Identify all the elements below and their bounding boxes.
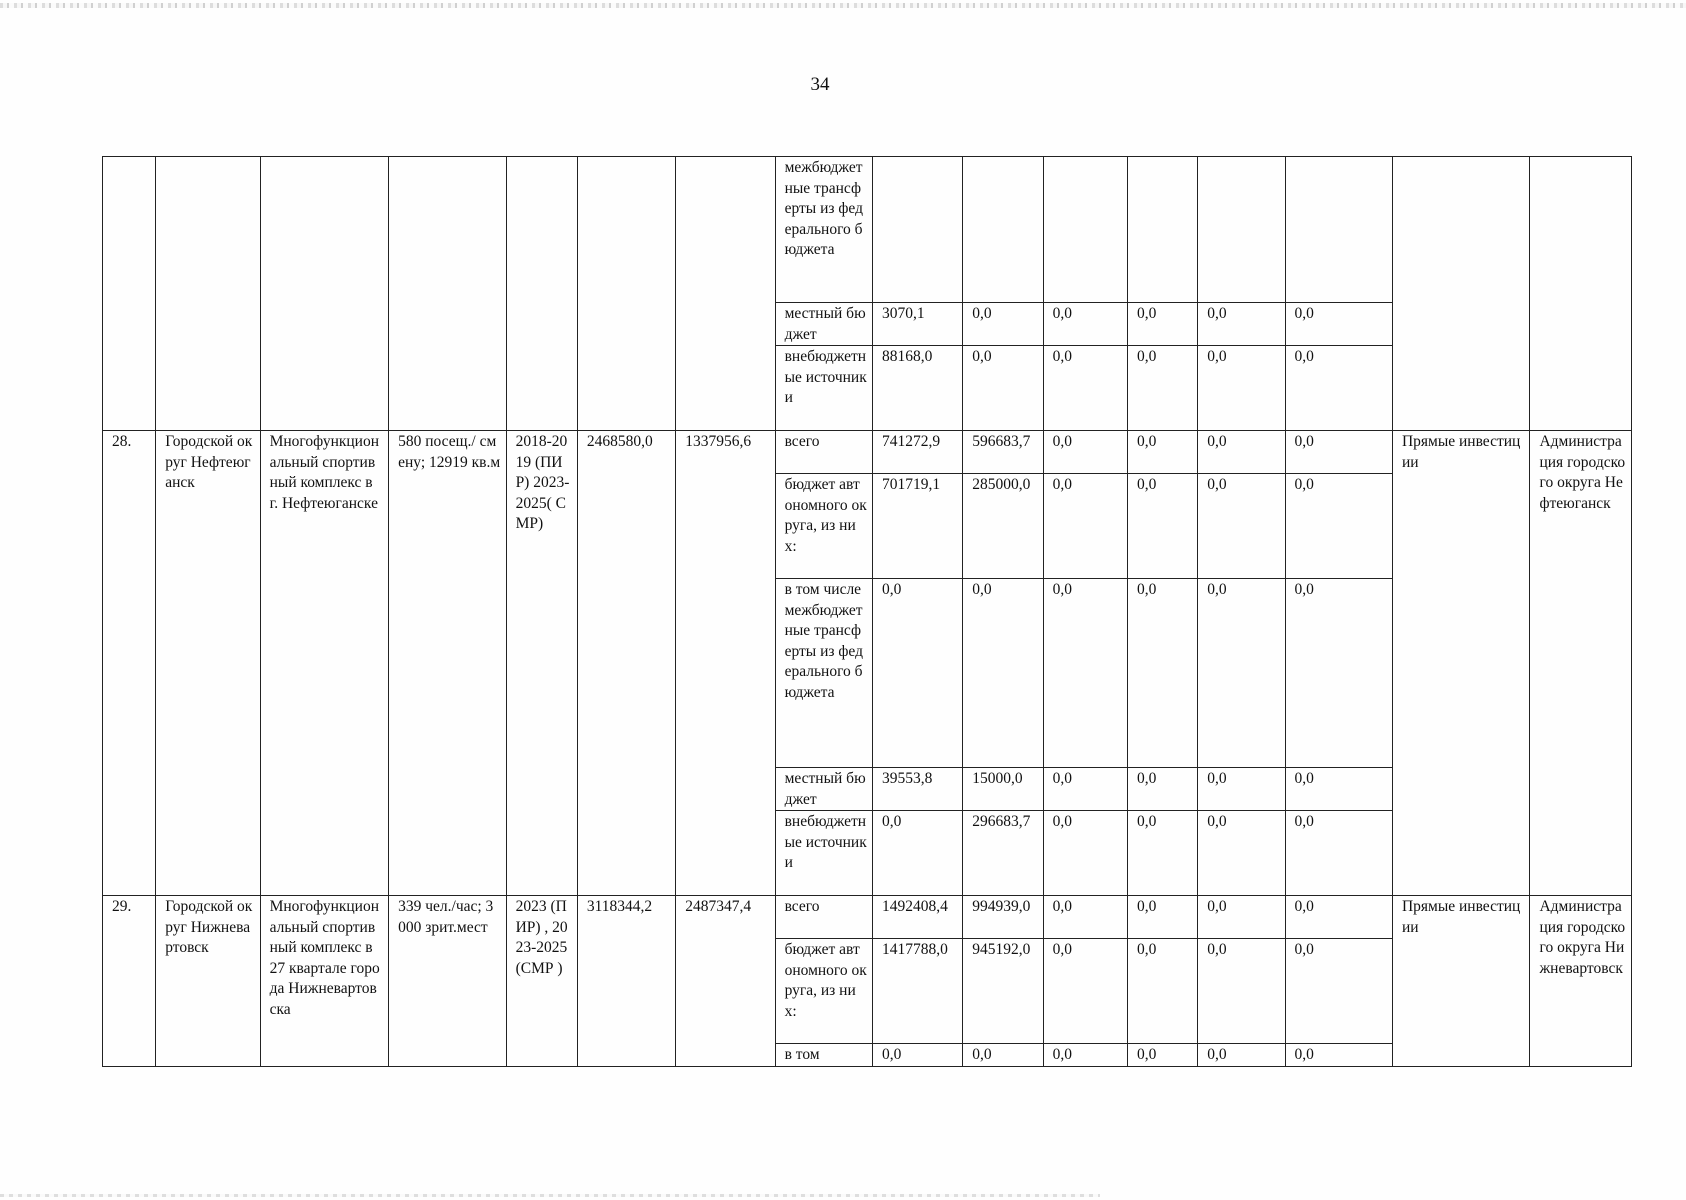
cell-total-cost: 3118344,2 (577, 896, 675, 1067)
cell-num: 28. (103, 431, 156, 896)
cell-value: 0,0 (1043, 303, 1127, 346)
cell-source: всего (775, 896, 872, 939)
cell-value: 0,0 (872, 811, 962, 896)
table-row (103, 157, 1632, 303)
cell-value: 0,0 (1043, 768, 1127, 811)
scan-edge-bottom (0, 1194, 1100, 1197)
cell-value: 0,0 (1127, 579, 1197, 768)
cell-value: 0,0 (1285, 896, 1392, 939)
cell-value: 0,0 (1198, 811, 1285, 896)
cell-value: 0,0 (1285, 1044, 1392, 1067)
cell-source: внебюджетные источники (775, 346, 872, 431)
cell-value: 0,0 (1043, 579, 1127, 768)
cell-value: 0,0 (1285, 303, 1392, 346)
cell-source: бюджет автономного округа, из них: (775, 474, 872, 579)
cell-value: 994939,0 (963, 896, 1043, 939)
cell-source: местный бюджет (775, 303, 872, 346)
cell-remaining-cost: 1337956,6 (676, 431, 775, 896)
cell-capacity (389, 157, 506, 431)
table-row (103, 896, 1632, 939)
cell-mechanism: Прямые инвестиции (1392, 431, 1530, 896)
cell-object: Многофункциональный спортивный комплекс в г. Нефтеюганске (260, 431, 389, 896)
cell-capacity: 580 посещ./ смену; 12919 кв.м (389, 431, 506, 896)
cell-value: 0,0 (1127, 811, 1197, 896)
cell-value: 15000,0 (963, 768, 1043, 811)
cell-customer (1530, 157, 1632, 431)
cell-capacity: 339 чел./час; 3000 зрит.мест (389, 896, 506, 1067)
cell-period (506, 157, 577, 431)
cell-value: 0,0 (1285, 939, 1392, 1044)
cell-value: 296683,7 (963, 811, 1043, 896)
cell-value: 0,0 (1127, 896, 1197, 939)
cell-remaining-cost (676, 157, 775, 431)
cell-value: 0,0 (1285, 346, 1392, 431)
cell-mechanism: Прямые инвестиции (1392, 896, 1530, 1067)
cell-value: 0,0 (1285, 579, 1392, 768)
cell-value: 0,0 (1198, 939, 1285, 1044)
cell-value (1198, 157, 1285, 303)
cell-value (872, 157, 962, 303)
cell-value: 0,0 (1198, 346, 1285, 431)
cell-period: 2023 (ПИР) , 2023-2025 (СМР ) (506, 896, 577, 1067)
cell-value: 0,0 (1285, 431, 1392, 474)
cell-value: 0,0 (1285, 811, 1392, 896)
cell-value: 88168,0 (872, 346, 962, 431)
cell-municipality: Городской округ Нефтеюганск (156, 431, 260, 896)
cell-municipality (156, 157, 260, 431)
cell-municipality: Городской округ Нижневартовск (156, 896, 260, 1067)
table-row (103, 431, 1632, 474)
cell-value: 39553,8 (872, 768, 962, 811)
cell-source: внебюджетные источники (775, 811, 872, 896)
cell-mechanism (1392, 157, 1530, 431)
cell-value: 0,0 (1043, 346, 1127, 431)
cell-value: 0,0 (1198, 896, 1285, 939)
cell-value: 0,0 (1127, 303, 1197, 346)
cell-num: 29. (103, 896, 156, 1067)
cell-num (103, 157, 156, 431)
cell-period: 2018-2019 (ПИР) 2023-2025( СМР) (506, 431, 577, 896)
cell-value: 0,0 (1198, 431, 1285, 474)
cell-source: всего (775, 431, 872, 474)
cell-source: в том (775, 1044, 872, 1067)
cell-value (1043, 157, 1127, 303)
cell-value: 701719,1 (872, 474, 962, 579)
cell-value: 0,0 (1198, 768, 1285, 811)
cell-object (260, 157, 389, 431)
cell-value: 0,0 (1198, 303, 1285, 346)
cell-value: 0,0 (963, 303, 1043, 346)
cell-value (963, 157, 1043, 303)
cell-value: 0,0 (872, 579, 962, 768)
cell-value: 3070,1 (872, 303, 962, 346)
scan-edge-top (0, 3, 1686, 8)
cell-value (1285, 157, 1392, 303)
cell-value: 0,0 (1285, 474, 1392, 579)
cell-value: 596683,7 (963, 431, 1043, 474)
cell-object: Многофункциональный спортивный комплекс в 27 квартале города Нижневартовска (260, 896, 389, 1067)
cell-value: 1492408,4 (872, 896, 962, 939)
cell-value: 945192,0 (963, 939, 1043, 1044)
cell-customer: Администрация городского округа Нижневартовск (1530, 896, 1632, 1067)
cell-remaining-cost: 2487347,4 (676, 896, 775, 1067)
cell-source: бюджет автономного округа, из них: (775, 939, 872, 1044)
cell-value: 0,0 (1043, 431, 1127, 474)
cell-value: 0,0 (963, 579, 1043, 768)
cell-value: 0,0 (1127, 939, 1197, 1044)
cell-value (1127, 157, 1197, 303)
cell-value: 0,0 (1198, 579, 1285, 768)
cell-total-cost (577, 157, 675, 431)
cell-value: 285000,0 (963, 474, 1043, 579)
cell-source: в том числе межбюджетные трансферты из федерального бюджета (775, 579, 872, 768)
cell-value: 0,0 (1043, 896, 1127, 939)
cell-value: 0,0 (1198, 474, 1285, 579)
cell-value: 0,0 (1043, 939, 1127, 1044)
cell-value: 0,0 (963, 346, 1043, 431)
cell-value: 0,0 (1043, 1044, 1127, 1067)
cell-value: 1417788,0 (872, 939, 962, 1044)
cell-value: 0,0 (1198, 1044, 1285, 1067)
cell-value: 0,0 (963, 1044, 1043, 1067)
cell-value: 0,0 (1127, 474, 1197, 579)
cell-customer: Администрация городского округа Нефтеюганск (1530, 431, 1632, 896)
cell-value: 0,0 (1127, 768, 1197, 811)
cell-total-cost: 2468580,0 (577, 431, 675, 896)
cell-source: местный бюджет (775, 768, 872, 811)
cell-value: 0,0 (1043, 474, 1127, 579)
page-number: 34 (810, 74, 830, 95)
cell-source: межбюджетные трансферты из федерального бюджета (775, 157, 872, 303)
cell-value: 0,0 (1285, 768, 1392, 811)
cell-value: 0,0 (1127, 1044, 1197, 1067)
cell-value: 0,0 (1127, 346, 1197, 431)
cell-value: 0,0 (1043, 811, 1127, 896)
cell-value: 0,0 (1127, 431, 1197, 474)
cell-value: 741272,9 (872, 431, 962, 474)
cell-value: 0,0 (872, 1044, 962, 1067)
investment-table (102, 156, 1632, 1067)
